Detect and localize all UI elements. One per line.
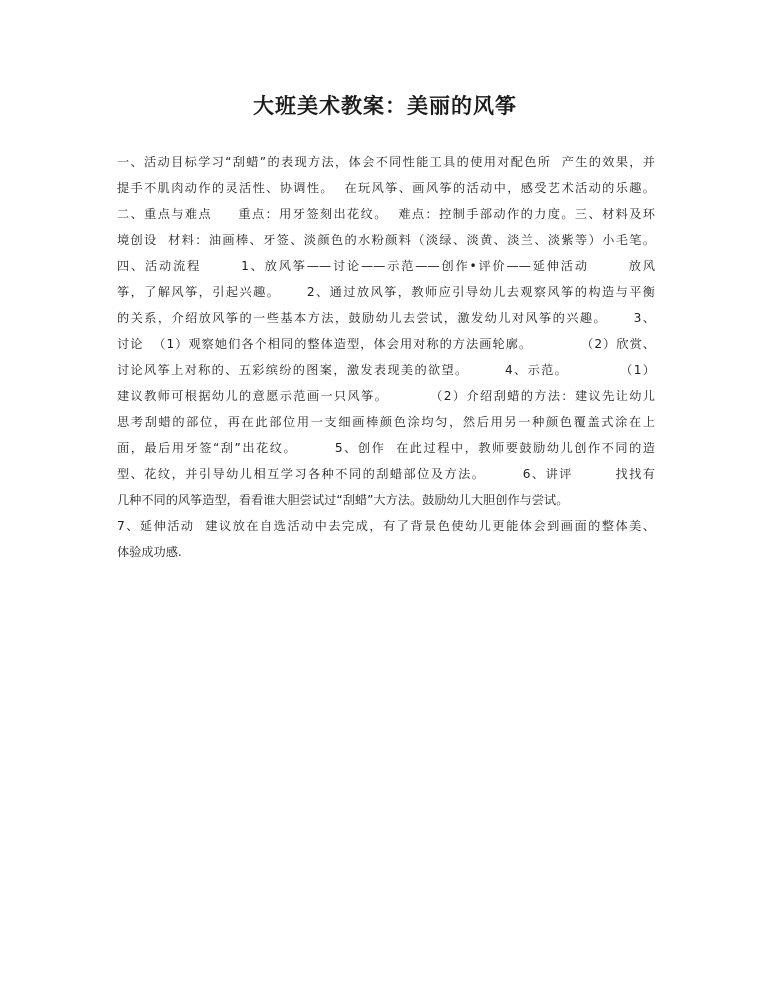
body-line-5: 四、活动流程 1、放风筝——讨论——示范——创作•评价——延伸活动 放风 xyxy=(117,259,655,273)
body-line-14: 几种不同的风筝造型，看看谁大胆尝试过“刮蜡”大方法。鼓励幼儿大胆创作与尝试。 xyxy=(117,493,569,507)
body-line-13: 型、花纹，并引导幼儿相互学习各种不同的刮蜡部位及方法。 6、讲评 找找有 xyxy=(117,467,655,481)
body-line-10: 建议教师可根据幼儿的意愿示范画一只风筝。 （2）介绍刮蜡的方法：建议先让幼儿 xyxy=(117,389,655,403)
body-line-1: 一、活动目标学习“刮蜡”的表现方法，体会不同性能工具的使用对配色所 产生的效果，并 xyxy=(117,155,655,169)
body-line-4: 境创设 材料：油画棒、牙签、淡颜色的水粉颜料（淡绿、淡黄、淡兰、淡紫等）小毛笔。 xyxy=(117,233,655,247)
body-line-9: 讨论风筝上对称的、五彩缤纷的图案，激发表现美的欲望。 4、示范。 （1） xyxy=(117,363,655,377)
body-line-3: 二、重点与难点 重点：用牙签刻出花纹。 难点：控制手部动作的力度。三、材料及环 xyxy=(117,207,655,221)
body-line-12: 面，最后用牙签“刮”出花纹。 5、创作 在此过程中，教师要鼓励幼儿创作不同的造 xyxy=(117,441,655,455)
body-line-6: 筝，了解风筝，引起兴趣。 2、通过放风筝，教师应引导幼儿去观察风筝的构造与平衡 xyxy=(117,285,655,299)
body-line-2: 提手不肌肉动作的灵活性、协调性。 在玩风筝、画风筝的活动中，感受艺术活动的乐趣。 xyxy=(117,181,655,195)
body-line-15: 7、延伸活动 建议放在自选活动中去完成，有了背景色使幼儿更能体会到画面的整体美、 xyxy=(117,519,655,533)
body-line-16: 体验成功感. xyxy=(117,545,182,559)
body-line-11: 思考刮蜡的部位，再在此部位用一支细画棒颜色涂均匀，然后用另一种颜色覆盖式涂在上 xyxy=(117,415,655,429)
body-line-7: 的关系，介绍放风筝的一些基本方法，鼓励幼儿去尝试，激发幼儿对风筝的兴趣。 3、 xyxy=(117,311,655,325)
lesson-plan-body xyxy=(117,149,655,565)
page-title: 大班美术教案：美丽的风筝 xyxy=(253,93,517,118)
body-line-8: 讨论 （1）观察她们各个相同的整体造型，体会用对称的方法画轮廓。 （2）欣赏、 xyxy=(117,337,655,351)
